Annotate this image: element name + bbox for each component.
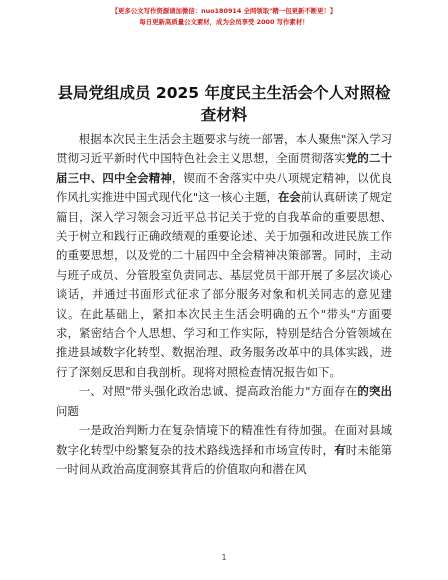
page-number: 1: [221, 553, 227, 562]
promo-banner-line-1: 【更多公文写作资源请加微信：nuo180914 全网领取"精一包更新不断更！】: [111, 7, 337, 15]
text-run-bold: 有: [334, 442, 346, 457]
text-run-bold: 在会: [277, 190, 301, 205]
promo-banner-line-2: 每日更新高质量公文素材，成为会员享受 2000 写作素材！: [139, 18, 309, 26]
document-body: [56, 130, 392, 479]
text-run: 根据本次民主生活会主题要求与统一部署，本人聚焦"深入学习贯彻习近平新时代中国特色社会主义思想，全面贯彻落实: [56, 132, 392, 166]
text-run: ，锲而不舍落实中央八项规定精神，以优良作风扎实推进中国式现代化"这一核心主题，: [56, 170, 392, 205]
text-run-bold: 的突出: [357, 384, 392, 399]
paragraph-point-1: [56, 421, 392, 479]
text-run: 前认真研读了规定篇目，深入学习领会习近平总书记关于党的自我革命的重要思想、关于树立和践行正确政绩观的重要论述、关于加强和改进民族工作的重要思想，以及党的二十届四中全会精神决策部署。同时，主动与班子成员、分管股室负责同志、基层党员干部开展了多层次谈心谈话，并通过书面形式征求了部分服务对象和机关同志的意见建议。在此基础上，紧扣本次民主生活会明确的五个"带头"方面要求，紧密结合个人思想、学习和工作实际，特别是结合分管领域在推进县域数字化转型、数据治理、政务服务改革中的具体实践，进行了深刻反思和自我剖析。现将对照检查情况报告如下。: [56, 190, 392, 379]
text-run: 一、对照"带头强化政治忠诚、提高政治能力"方面存在: [78, 384, 358, 399]
section-heading-1: [56, 382, 392, 421]
document-title: 县局党组成员 2025 年度民主生活会个人对照检查材料: [57, 84, 391, 124]
paragraph-intro: [56, 130, 392, 382]
text-run: 问题: [56, 403, 79, 418]
text-run: 一是政治判断力在复杂情境下的精准性有待加强。在面对县域数字化转型中纷繁复杂的技术路线选择和市场宣传时，: [56, 423, 392, 457]
text-run: 时未能第一时间从政治高度洞察其背后的价值取向和潜在风: [56, 442, 392, 476]
promo-banner: [0, 6, 448, 28]
text-run-bold: 党的二十届三中、四中全会精神: [56, 151, 392, 185]
